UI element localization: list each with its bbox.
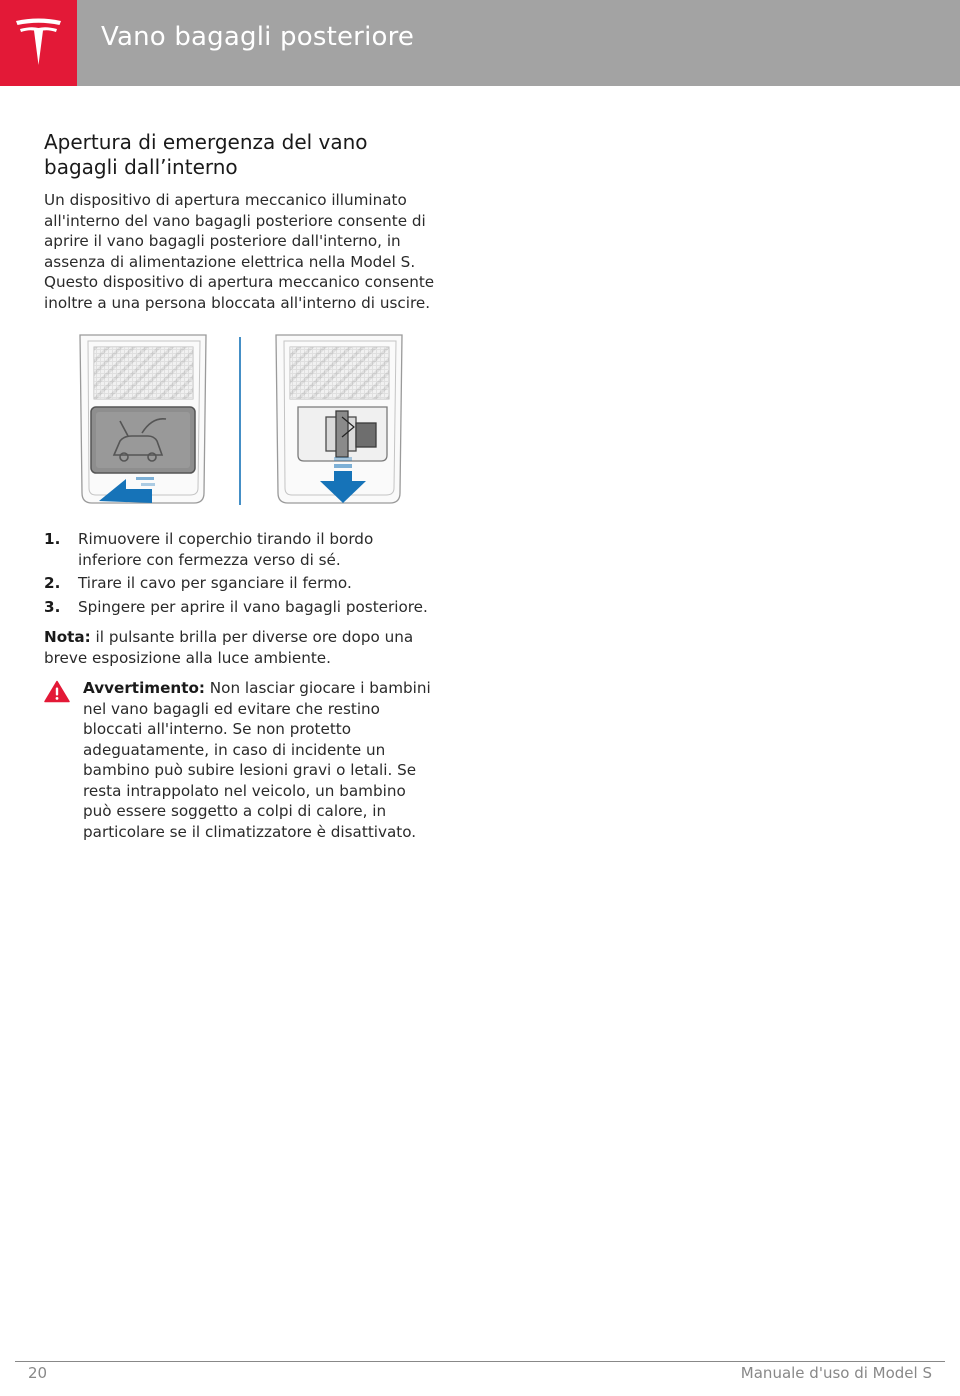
step-number: 3. [44,597,61,616]
step-number: 1. [44,530,61,548]
brand-logo-box [0,0,77,86]
left-panel-drawing [80,335,206,503]
footer-divider [15,1361,945,1362]
step-number: 2. [44,574,61,592]
warning-text: Non lasciar giocare i bambini nel vano bagagli ed evitare che restino bloccati all'interno. Se non protetto adeguatamente, in caso di incidente un bambino può subire lesioni gravi o letali. Se resta intrappolato nel veicolo, un bambino può essere soggetto a colpi di calore, in particolare se il climatizzatore è disattivato. [83,679,431,841]
tesla-logo-icon [13,17,64,69]
step-item-1 [44,529,436,570]
manual-title: Manuale d'uso di Model S [740,1364,932,1382]
note-text: il pulsante brilla per diverse ore dopo una breve esposizione alla luce ambiente. [44,628,414,667]
step-item-2 [44,573,436,594]
section-title: Apertura di emergenza del vano bagagli dall’interno [44,130,368,179]
warning-label: Avvertimento: [83,679,205,697]
page-title: Vano bagagli posteriore [101,22,415,52]
header-bar [0,0,960,86]
note-paragraph [44,627,436,668]
intro-paragraph: Un dispositivo di apertura meccanico illuminato all'interno del vano bagagli posteriore consente di aprire il vano bagagli posteriore dall'interno, in assenza di alimentazione elettrica nella Model S. Questo dispositivo di apertura meccanico consente inoltre a una persona bloccata all'interno di uscire. [44,191,435,312]
main-content [44,130,436,842]
step-text: Tirare il cavo per sganciare il fermo. [78,574,352,592]
page-number: 20 [28,1364,48,1382]
steps-list [44,529,436,617]
note-label: Nota: [44,628,91,646]
warning-block [44,678,436,842]
step-text: Spingere per aprire il vano bagagli posteriore. [78,597,428,616]
warning-triangle-icon [44,680,70,703]
step-item-3 [44,597,436,618]
step-text: Rimuovere il coperchio tirando il bordo inferiore con fermezza verso di sé. [78,530,374,569]
right-panel-drawing [276,335,402,503]
emergency-release-illustration [44,333,436,511]
